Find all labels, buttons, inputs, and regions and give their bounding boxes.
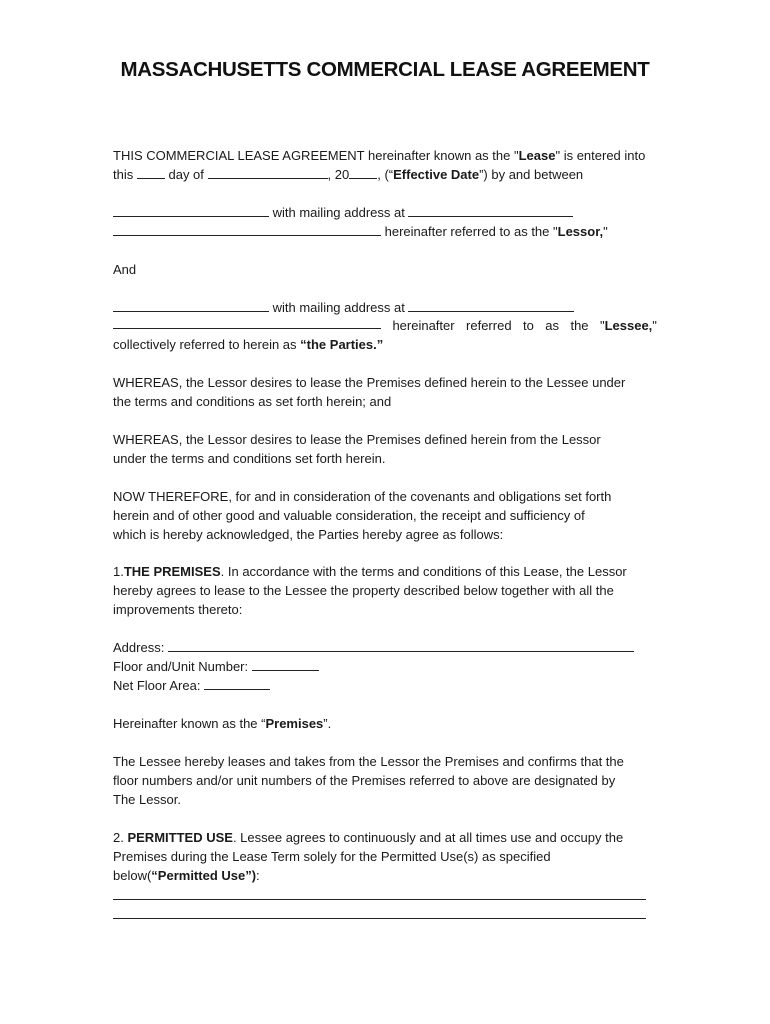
intro-text: , 20 xyxy=(327,167,350,182)
lessee-line-2 xyxy=(113,316,657,335)
floor-unit-row xyxy=(113,657,319,676)
lessor-address-blank-2[interactable] xyxy=(113,223,381,236)
premises-known-line xyxy=(113,714,331,733)
lessee-bold: Lessee, xyxy=(604,318,653,333)
lessor-referred-text: " xyxy=(603,224,608,239)
address-row xyxy=(113,638,634,657)
floor-unit-blank[interactable] xyxy=(252,658,319,671)
permitted-text: : xyxy=(256,868,260,883)
lessor-referred-text: hereinafter referred to as the " xyxy=(384,224,558,239)
lessor-mailing-label: with mailing address at xyxy=(272,205,405,220)
floor-unit-label: Floor and/Unit Number: xyxy=(113,659,249,674)
premises-line-1 xyxy=(113,562,627,581)
permitted-use-blank-1[interactable] xyxy=(113,899,646,900)
lessor-address-blank[interactable] xyxy=(408,204,573,217)
premises-line-3: improvements thereto: xyxy=(113,602,243,617)
section-number: 2. xyxy=(113,830,128,845)
whereas-2-line-1: WHEREAS, the Lessor desires to lease the Premises defined herein from the Lessor xyxy=(113,432,601,447)
intro-text: this xyxy=(113,167,134,182)
whereas-2-line-2: under the terms and conditions set forth herein. xyxy=(113,451,386,466)
premises-text: . In accordance with the terms and conditions of this Lease, the Lessor xyxy=(220,564,627,579)
lessor-name-blank[interactable] xyxy=(113,204,269,217)
net-floor-area-blank[interactable] xyxy=(204,677,270,690)
premises-line-2: hereby agrees to lease to the Lessee the property described below together with all the xyxy=(113,583,614,598)
lessee-line-3 xyxy=(113,335,383,354)
premises-bold: Premises xyxy=(265,716,324,731)
quote-mark: " xyxy=(652,318,657,333)
and-word: And xyxy=(113,262,137,277)
lease-term-bold: Lease xyxy=(518,148,556,163)
intro-text: day of xyxy=(168,167,204,182)
intro-text: THIS COMMERCIAL LEASE AGREEMENT hereinafter known as the " xyxy=(113,148,519,163)
lessee-quoted xyxy=(600,316,657,335)
lessee-word: the xyxy=(570,318,589,333)
permitted-use-heading: PERMITTED USE xyxy=(127,830,233,845)
lessee-line-1 xyxy=(113,298,574,317)
lessee-address-blank[interactable] xyxy=(408,299,574,312)
confirm-line-2: floor numbers and/or unit numbers of the Premises referred to above are designated by xyxy=(113,773,616,788)
permitted-line-1 xyxy=(113,828,623,847)
month-blank[interactable] xyxy=(208,166,328,179)
premises-heading: THE PREMISES xyxy=(123,564,221,579)
day-blank[interactable] xyxy=(137,166,165,179)
lessor-line-1 xyxy=(113,203,573,222)
section-number: 1. xyxy=(113,564,124,579)
lessee-word: referred xyxy=(466,318,512,333)
whereas-1-line-2: the terms and conditions as set forth herein; and xyxy=(113,394,392,409)
lessee-mailing-label: with mailing address at xyxy=(272,300,405,315)
address-label: Address: xyxy=(113,640,165,655)
the-parties-bold: “the Parties.” xyxy=(300,337,384,352)
permitted-use-bold: “Permitted Use”) xyxy=(151,868,257,883)
lessee-word: hereinafter xyxy=(392,318,455,333)
permitted-text: . Lessee agrees to continuously and at all times use and occupy the xyxy=(232,830,624,845)
effective-date-bold: Effective Date xyxy=(393,167,480,182)
confirm-line-1: The Lessee hereby leases and takes from the Lessor the Premises and confirms that the xyxy=(113,754,624,769)
whereas-1-line-1: WHEREAS, the Lessor desires to lease the Premises defined herein to the Lessee under xyxy=(113,375,626,390)
lessee-word: as xyxy=(545,318,560,333)
permitted-use-blank-2[interactable] xyxy=(113,918,646,919)
now-therefore-line-1: NOW THEREFORE, for and in consideration of the covenants and obligations set forth xyxy=(113,489,612,504)
now-therefore-line-3: which is hereby acknowledged, the Parties hereby agree as follows: xyxy=(113,527,504,542)
permitted-line-2: Premises during the Lease Term solely for the Permitted Use(s) as specified xyxy=(113,849,551,864)
now-therefore-line-2: herein and of other good and valuable consideration, the receipt and sufficiency of xyxy=(113,508,585,523)
collective-text: collectively referred to herein as xyxy=(113,337,301,352)
intro-text: " is entered into xyxy=(555,148,646,163)
permitted-text: below( xyxy=(113,868,152,883)
known-text: Hereinafter known as the “ xyxy=(113,716,266,731)
lessee-address-blank-2[interactable] xyxy=(113,316,381,329)
intro-text: ”) by and between xyxy=(479,167,584,182)
intro-text: , (“ xyxy=(377,167,394,182)
document-title: MASSACHUSETTS COMMERCIAL LEASE AGREEMENT xyxy=(120,58,650,81)
net-floor-area-label: Net Floor Area: xyxy=(113,678,201,693)
lessor-bold: Lessor, xyxy=(557,224,604,239)
quote-mark: " xyxy=(599,318,605,333)
permitted-line-3 xyxy=(113,866,260,885)
lessee-word: to xyxy=(523,318,534,333)
known-text: ”. xyxy=(323,716,332,731)
intro-line-1 xyxy=(113,146,645,165)
year-blank[interactable] xyxy=(349,166,377,179)
lessor-line-2 xyxy=(113,222,608,241)
confirm-line-3: The Lessor. xyxy=(113,792,181,807)
address-blank[interactable] xyxy=(168,639,634,652)
lessee-name-blank[interactable] xyxy=(113,299,269,312)
intro-line-2 xyxy=(113,165,583,184)
net-floor-area-row xyxy=(113,676,270,695)
